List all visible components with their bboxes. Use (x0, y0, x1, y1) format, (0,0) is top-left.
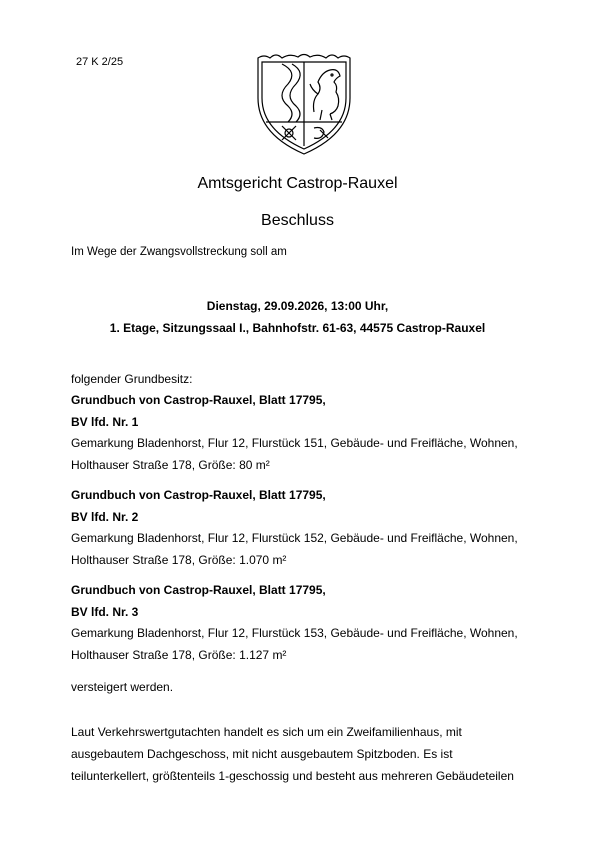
description-line: teilunterkellert, größtenteils 1-geschossig und besteht aus mehreren Gebäudeteilen (71, 769, 514, 783)
parcel-register: Grundbuch von Castrop-Rauxel, Blatt 17795, (71, 393, 326, 407)
description-line: ausgebautem Dachgeschoss, mit nicht ausgebautem Spitzboden. Es ist (71, 747, 453, 761)
file-reference: 27 K 2/25 (76, 56, 124, 68)
nrw-coat-of-arms-icon (252, 50, 356, 158)
parcel-entry-number: BV lfd. Nr. 3 (71, 604, 139, 619)
intro-text: Im Wege der Zwangsvollstreckung soll am (71, 246, 287, 258)
parcel-register: Grundbuch von Castrop-Rauxel, Blatt 17795, (71, 488, 326, 502)
parcel-address-size: Holthauser Straße 178, Größe: 80 m² (71, 457, 270, 472)
appointment-date-time: Dienstag, 29.09.2026, 13:00 Uhr, (206, 299, 389, 313)
parcel-details: Gemarkung Bladenhorst, Flur 12, Flurstück 152, Gebäude- und Freifläche, Wohnen, (71, 531, 518, 545)
parcel-details: Gemarkung Bladenhorst, Flur 12, Flurstück 153, Gebäude- und Freifläche, Wohnen, (71, 626, 518, 640)
parcel-address-size: Holthauser Straße 178, Größe: 1.070 m² (71, 552, 287, 567)
document-type: Beschluss (261, 212, 334, 229)
parcel-entry (71, 390, 551, 476)
closing-text: versteigert werden. (71, 680, 174, 694)
property-description (71, 721, 541, 787)
parcel-entry-number: BV lfd. Nr. 1 (71, 414, 139, 429)
property-label: folgender Grundbesitz: (71, 372, 193, 386)
parcel-register: Grundbuch von Castrop-Rauxel, Blatt 17795, (71, 583, 326, 597)
appointment-location: 1. Etage, Sitzungssaal I., Bahnhofstr. 61-63, 44575 Castrop-Rauxel (109, 321, 486, 335)
auction-appointment (0, 295, 595, 339)
parcel-entry (71, 580, 551, 666)
description-line: Laut Verkehrswertgutachten handelt es sich um ein Zweifamilienhaus, mit (71, 725, 462, 739)
parcel-details: Gemarkung Bladenhorst, Flur 12, Flurstück 151, Gebäude- und Freifläche, Wohnen, (71, 436, 518, 450)
parcel-entry-number: BV lfd. Nr. 2 (71, 509, 139, 524)
court-name: Amtsgericht Castrop-Rauxel (197, 175, 398, 192)
parcel-address-size: Holthauser Straße 178, Größe: 1.127 m² (71, 647, 287, 662)
parcel-entry (71, 485, 551, 571)
